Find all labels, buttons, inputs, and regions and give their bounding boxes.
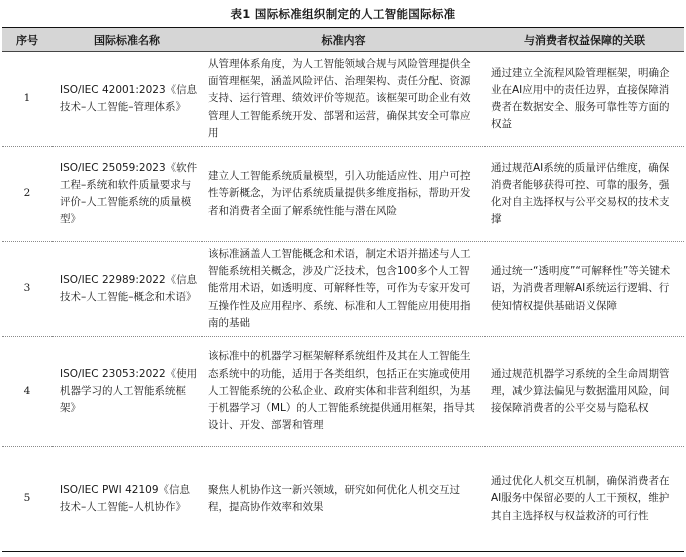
standard-content: 聚焦人机协作这一新兴领域，研究如何优化人机交互过程，提高协作效率和效果	[208, 483, 460, 513]
consumer-rights-relation: 通过规范机器学习系统的全生命周期管理，减少算法偏见与数据滥用风险，间接保障消费者的公平交易与隐私权	[491, 367, 670, 415]
header-row	[2, 28, 684, 52]
table-caption: 表1 国际标准组织制定的人工智能国际标准	[230, 7, 456, 21]
standard-content: 从管理体系角度，为人工智能领域合规与风险管理提供全面管理框架，涵盖风险评估、治理架构、责任分配、资源支持、运行管理、绩效评价等规范。该框架可助企业有效管理人工智能系统开发、部署和运营，确保其安全可靠应用	[208, 57, 471, 139]
row-number: 4	[23, 384, 31, 397]
table-header	[2, 28, 684, 52]
row-number: 2	[23, 187, 31, 200]
consumer-rights-relation: 通过统一“透明度”“可解释性”等关键术语，为消费者理解AI系统运行逻辑、行使知情权提供基础语义保障	[491, 265, 671, 312]
consumer-rights-relation: 通过规范AI系统的质量评估维度，确保消费者能够获得可控、可靠的服务，强化对自主选择权与公平交易权的技术支撑	[491, 161, 670, 226]
table-body	[2, 52, 684, 552]
header-consumer-rights-relation: 与消费者权益保障的关联	[485, 28, 684, 52]
table-row	[2, 242, 684, 337]
header-standard-name: 国际标准名称	[52, 28, 202, 52]
standard-content: 建立人工智能系统质量模型，引入功能适应性、用户可控性等新概念，为评估系统质量提供多维度指标，帮助开发者和消费者全面了解系统性能与潜在风险	[208, 170, 471, 217]
standard-name: ISO/IEC 42001:2023《信息技术–人工智能–管理体系》	[60, 83, 198, 113]
standard-content: 该标准中的机器学习框架解释系统组件及其在人工智能生态系统中的功能，适用于各类组织，包括正在实施或使用人工智能系统的公私企业、政府实体和非营利组织，为基于机器学习（ML）的人工智能系统提供通用框架，指导其设计、开发、部署和管理	[208, 350, 475, 432]
standard-name: ISO/IEC 25059:2023《软件工程–系统和软件质量要求与评价–人工智能系统的质量模型》	[60, 161, 198, 226]
row-number: 5	[23, 492, 31, 505]
header-serial-number: 序号	[2, 28, 52, 52]
table-row	[2, 52, 684, 147]
table-row	[2, 447, 684, 552]
header-standard-content: 标准内容	[202, 28, 485, 52]
standard-content: 该标准涵盖人工智能概念和术语，制定术语并描述与人工智能系统相关概念，涉及广泛技术，包含100多个人工智能常用术语，如透明度、可解释性等，可作为专家开发可互操作性及应用程序、系统、标准和人工智能应用使用指南的基础	[208, 247, 471, 329]
consumer-rights-relation: 通过建立全流程风险管理框架，明确企业在AI应用中的责任边界，直接保障消费者在数据安全、服务可靠性等方面的权益	[491, 66, 670, 131]
standard-name: ISO/IEC 23053:2022《使用机器学习的人工智能系统框架》	[60, 367, 198, 415]
row-number: 3	[23, 282, 31, 295]
standards-table	[2, 27, 684, 552]
row-number: 1	[23, 92, 31, 105]
standard-name: ISO/IEC PWI 42109《信息技术–人工智能–人机协作》	[60, 483, 191, 513]
table-row	[2, 337, 684, 447]
table-row	[2, 147, 684, 242]
consumer-rights-relation: 通过优化人机交互机制，确保消费者在AI服务中保留必要的人工干预权，维护其自主选择权与权益救济的可行性	[491, 475, 670, 522]
standard-name: ISO/IEC 22989:2022《信息技术–人工智能–概念和术语》	[60, 273, 198, 303]
